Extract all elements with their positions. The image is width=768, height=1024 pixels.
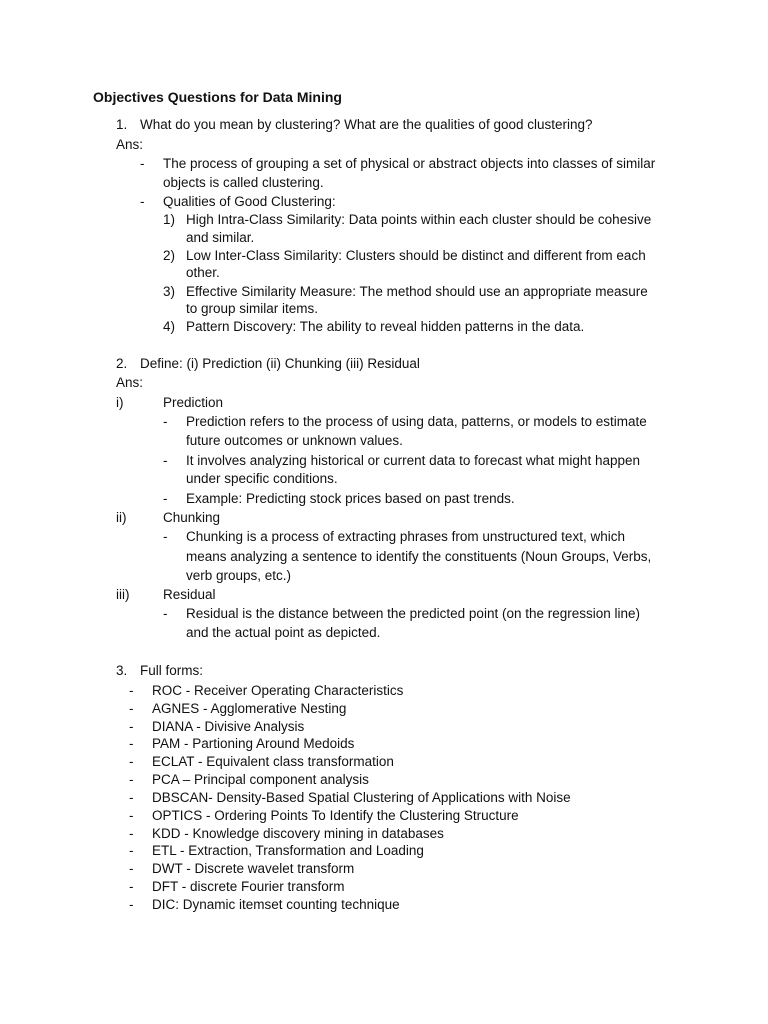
list-item: Effective Similarity Measure: The method should use an appropriate measure — [186, 284, 648, 299]
list-number: 4) — [163, 319, 176, 334]
question-number: 3. — [116, 663, 128, 678]
list-item: Low Inter-Class Similarity: Clusters should be distinct and different from each — [186, 248, 646, 263]
list-item: PCA – Principal component analysis — [152, 772, 369, 787]
bullet-text: Prediction refers to the process of using data, patterns, or models to estimate — [186, 414, 647, 429]
list-item: to group similar items. — [186, 301, 319, 316]
bullet-dash: - — [129, 843, 134, 858]
list-item: PAM - Partioning Around Medoids — [152, 736, 355, 751]
bullet-text: Example: Predicting stock prices based on past trends. — [186, 491, 515, 506]
bullet-dash: - — [163, 453, 168, 468]
list-item: AGNES - Agglomerative Nesting — [152, 701, 347, 716]
section-heading: Chunking — [163, 510, 221, 525]
ans-label: Ans: — [116, 375, 144, 390]
bullet-dash: - — [129, 861, 134, 876]
bullet-text: Residual is the distance between the predicted point (on the regression line) — [186, 606, 641, 621]
bullet-text: verb groups, etc.) — [186, 568, 292, 583]
question-text: Full forms: — [140, 663, 204, 678]
section-heading: Prediction — [163, 395, 224, 410]
list-number: 3) — [163, 284, 176, 299]
bullet-dash: - — [163, 491, 168, 506]
list-item: ROC - Receiver Operating Characteristics — [152, 683, 404, 698]
bullet-text: future outcomes or unknown values. — [186, 433, 403, 448]
list-item: DBSCAN- Density-Based Spatial Clustering of Applications with Noise — [152, 790, 571, 805]
roman-numeral: i) — [116, 395, 124, 410]
list-item: Pattern Discovery: The ability to reveal hidden patterns in the data. — [186, 319, 585, 334]
list-item: ECLAT - Equivalent class transformation — [152, 754, 394, 769]
question-number: 2. — [116, 356, 128, 371]
list-item: High Intra-Class Similarity: Data points within each cluster should be cohesive — [186, 212, 652, 227]
definition-text: objects is called clustering. — [163, 175, 324, 190]
list-item: KDD - Knowledge discovery mining in databases — [152, 826, 444, 841]
list-item: and similar. — [186, 230, 255, 245]
bullet-text: means analyzing a sentence to identify the constituents (Noun Groups, Verbs, — [186, 549, 652, 564]
bullet-dash: - — [129, 808, 134, 823]
bullet-text: and the actual point as depicted. — [186, 625, 381, 640]
bullet-dash: - — [163, 414, 168, 429]
bullet-dash: - — [129, 719, 134, 734]
list-item: DIC: Dynamic itemset counting technique — [152, 897, 400, 912]
list-item: other. — [186, 265, 220, 280]
bullet-dash: - — [140, 194, 145, 209]
qualities-heading: Qualities of Good Clustering: — [163, 194, 336, 209]
roman-numeral: ii) — [116, 510, 127, 525]
bullet-dash: - — [129, 736, 134, 751]
list-number: 2) — [163, 248, 176, 263]
definition-text: The process of grouping a set of physical or abstract objects into classes of similar — [163, 156, 656, 171]
bullet-dash: - — [129, 790, 134, 805]
list-item: OPTICS - Ordering Points To Identify the Clustering Structure — [152, 808, 519, 823]
list-item: DIANA - Divisive Analysis — [152, 719, 305, 734]
page-title: Objectives Questions for Data Mining — [93, 89, 342, 105]
list-item: DFT - discrete Fourier transform — [152, 879, 345, 894]
bullet-dash: - — [129, 897, 134, 912]
list-number: 1) — [163, 212, 176, 227]
bullet-text: under specific conditions. — [186, 471, 338, 486]
bullet-text: Chunking is a process of extracting phrases from unstructured text, which — [186, 529, 625, 544]
bullet-dash: - — [129, 772, 134, 787]
question-text: Define: (i) Prediction (ii) Chunking (iii) Residual — [140, 356, 420, 371]
roman-numeral: iii) — [116, 587, 130, 602]
bullet-dash: - — [140, 156, 145, 171]
bullet-dash: - — [163, 606, 168, 621]
bullet-dash: - — [129, 754, 134, 769]
bullet-dash: - — [129, 701, 134, 716]
list-item: DWT - Discrete wavelet transform — [152, 861, 355, 876]
question-number: 1. — [116, 117, 128, 132]
bullet-dash: - — [129, 826, 134, 841]
bullet-dash: - — [129, 683, 134, 698]
bullet-dash: - — [163, 529, 168, 544]
list-item: ETL - Extraction, Transformation and Loading — [152, 843, 424, 858]
question-text: What do you mean by clustering? What are the qualities of good clustering? — [140, 117, 593, 132]
bullet-dash: - — [129, 879, 134, 894]
ans-label: Ans: — [116, 137, 144, 152]
bullet-text: It involves analyzing historical or current data to forecast what might happen — [186, 453, 640, 468]
section-heading: Residual — [163, 587, 216, 602]
